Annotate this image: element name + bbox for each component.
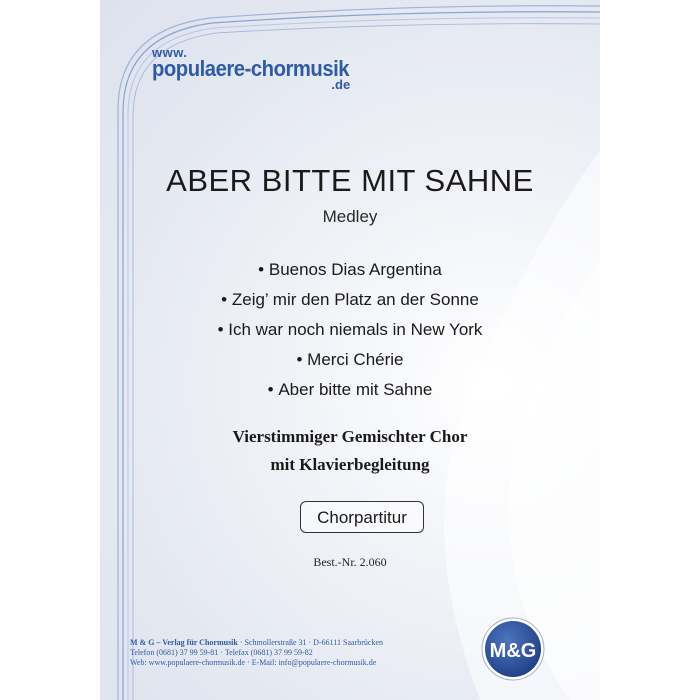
- publisher-phone: Telefon (0681) 37 99 59-81 · Telefax (0681) 37 99 59-82: [130, 648, 313, 657]
- publisher-web: Web: www.populaere-chormusik.de · E-Mail: info@populaere-chormusik.de: [130, 658, 377, 667]
- page-title: ABER BITTE MIT SAHNE: [166, 163, 534, 198]
- publisher-logo-text: M&G: [489, 640, 537, 662]
- list-item: • Merci Chérie: [100, 347, 600, 377]
- voicing-line-1: Vierstimmiger Gemischter Chor: [232, 427, 468, 446]
- publisher-name: M & G – Verlag für Chormusik: [130, 638, 238, 647]
- publisher-logo-icon: [481, 617, 545, 681]
- logo-main: populaere-chormusik: [152, 56, 350, 81]
- voicing-line-2: mit Klavierbegleitung: [270, 455, 430, 474]
- list-item: • Aber bitte mit Sahne: [100, 377, 600, 407]
- website-logo: [152, 46, 366, 91]
- order-number: Best.-Nr. 2.060: [313, 555, 387, 569]
- list-item: • Zeig’ mir den Platz an der Sonne: [100, 287, 600, 317]
- subtitle: Medley: [322, 207, 378, 226]
- song-list: [100, 257, 600, 407]
- sheet-music-cover: [100, 0, 600, 700]
- voicing-description: [100, 423, 600, 479]
- logo-tld: .de: [331, 77, 351, 92]
- publisher-address: · Schmollerstraße 31 · D-66111 Saarbrücken: [237, 638, 383, 647]
- list-item: • Ich war noch niemals in New York: [100, 317, 600, 347]
- publisher-footer: [130, 638, 490, 668]
- edition-badge: Chorpartitur: [300, 501, 424, 533]
- logo-www: www.: [152, 45, 188, 60]
- list-item: • Buenos Dias Argentina: [100, 257, 600, 287]
